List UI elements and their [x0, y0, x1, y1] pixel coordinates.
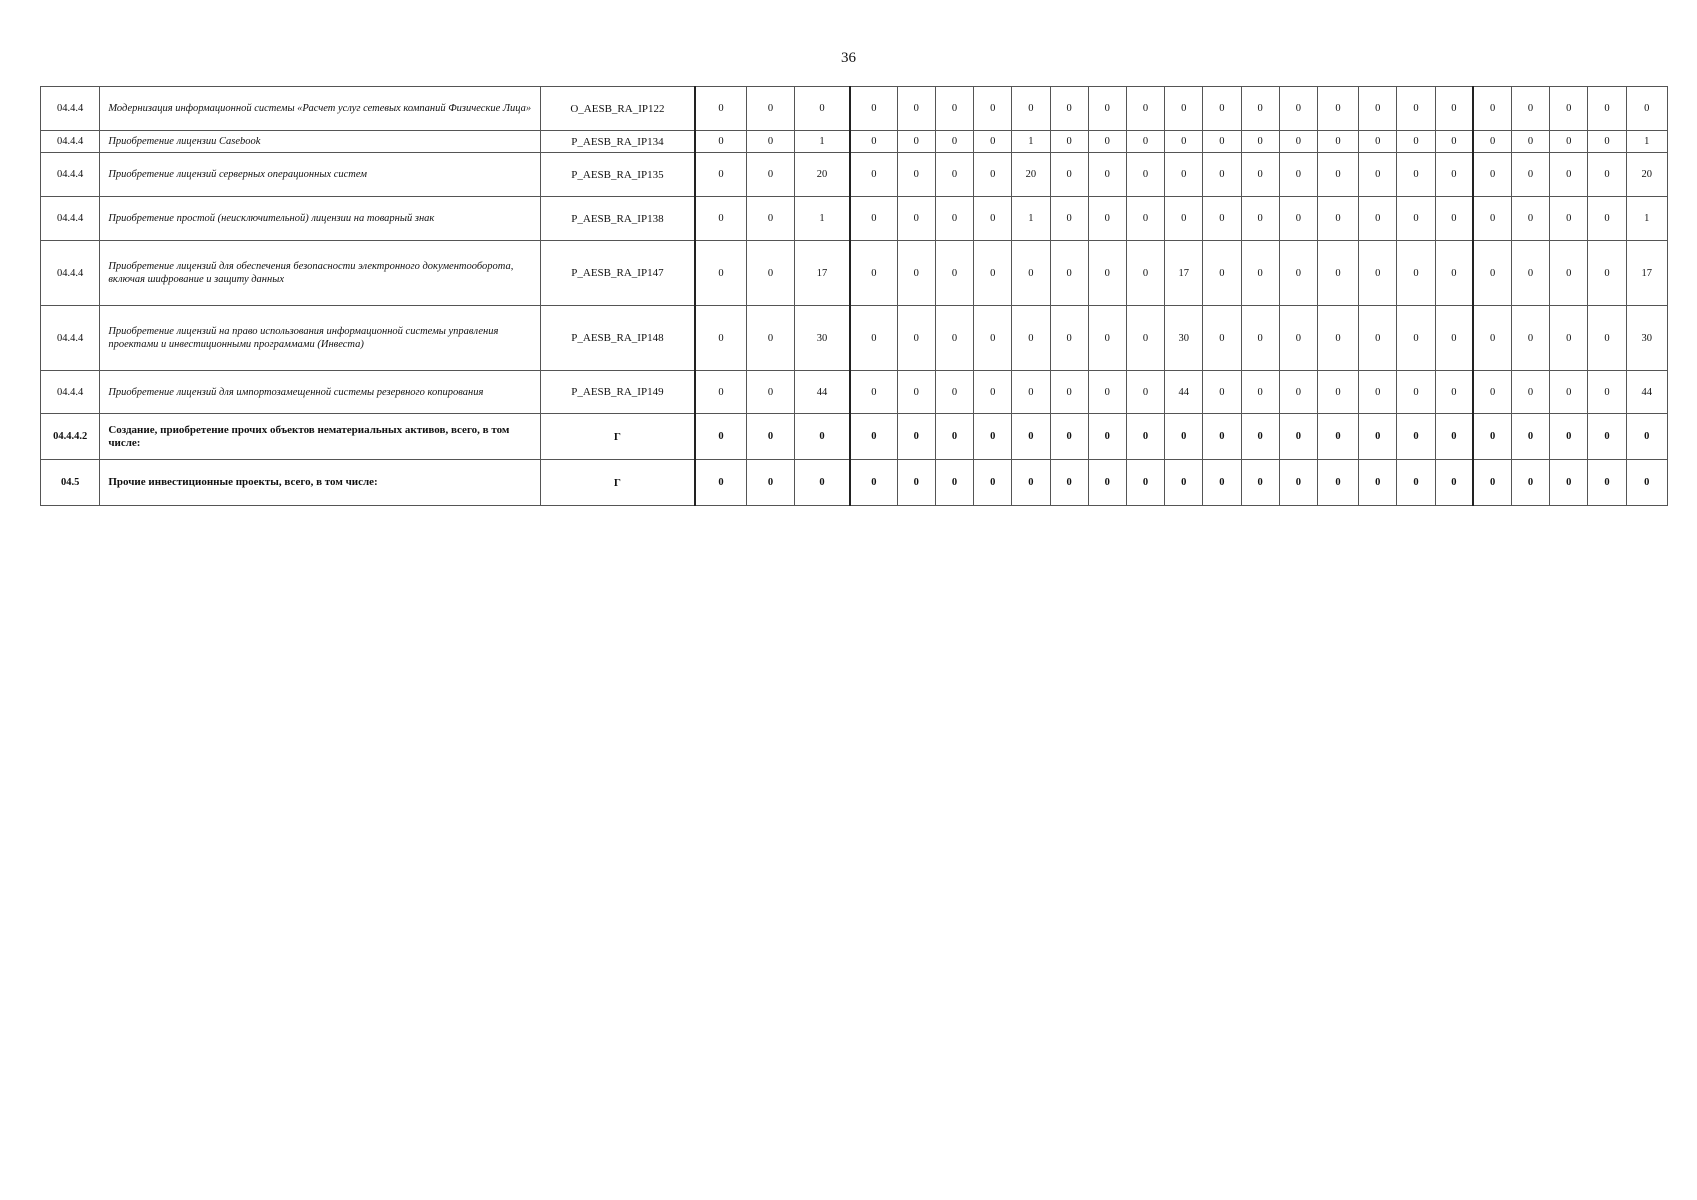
row-number: 04.5 [41, 460, 100, 506]
value-cell: 0 [1550, 87, 1588, 131]
value-cell: 0 [935, 241, 973, 306]
value-cell: 0 [1397, 371, 1435, 414]
row-number: 04.4.4 [41, 87, 100, 131]
value-cell: 0 [695, 153, 746, 197]
value-cell: 0 [897, 306, 935, 371]
value-cell: 0 [1165, 87, 1203, 131]
value-cell: 0 [695, 197, 746, 241]
value-cell: 0 [746, 87, 794, 131]
value-cell: 0 [1397, 460, 1435, 506]
value-cell: 0 [850, 414, 897, 460]
value-cell: 0 [974, 460, 1012, 506]
value-cell: 0 [974, 414, 1012, 460]
table-row [41, 414, 1668, 460]
value-cell: 0 [1359, 460, 1397, 506]
value-cell: 0 [1241, 197, 1279, 241]
value-cell: 0 [974, 241, 1012, 306]
value-cell: 0 [897, 153, 935, 197]
value-cell: 0 [935, 87, 973, 131]
value-cell: 0 [935, 371, 973, 414]
value-cell: 0 [1473, 87, 1511, 131]
value-cell: 0 [1317, 87, 1358, 131]
value-cell: 0 [1511, 241, 1549, 306]
value-cell: 0 [1626, 460, 1667, 506]
row-number: 04.4.4 [41, 241, 100, 306]
value-cell: 0 [1088, 87, 1126, 131]
value-cell: 0 [1241, 153, 1279, 197]
value-cell: 0 [795, 87, 850, 131]
value-cell: 0 [1588, 414, 1626, 460]
value-cell: 0 [850, 87, 897, 131]
project-code: Г [540, 460, 695, 506]
value-cell: 0 [1511, 131, 1549, 153]
value-cell: 0 [1279, 153, 1317, 197]
value-cell: 0 [1050, 87, 1088, 131]
value-cell: 0 [1126, 371, 1164, 414]
page-number: 36 [841, 50, 856, 66]
value-cell: 0 [1473, 131, 1511, 153]
value-cell: 0 [1317, 371, 1358, 414]
value-cell: 0 [1511, 197, 1549, 241]
value-cell: 0 [1012, 306, 1050, 371]
value-cell: 44 [1165, 371, 1203, 414]
value-cell: 1 [795, 197, 850, 241]
value-cell: 0 [1279, 131, 1317, 153]
value-cell: 0 [1279, 460, 1317, 506]
value-cell: 0 [1088, 371, 1126, 414]
value-cell: 0 [1511, 153, 1549, 197]
value-cell: 1 [795, 131, 850, 153]
value-cell: 0 [974, 153, 1012, 197]
value-cell: 0 [1550, 414, 1588, 460]
value-cell: 0 [1165, 197, 1203, 241]
table-row [41, 153, 1668, 197]
value-cell: 0 [1050, 414, 1088, 460]
value-cell: 0 [897, 414, 935, 460]
value-cell: 0 [1435, 131, 1473, 153]
value-cell: 0 [1165, 414, 1203, 460]
value-cell: 0 [1241, 306, 1279, 371]
value-cell: 0 [1588, 371, 1626, 414]
project-code: P_AESB_RA_IP147 [540, 241, 695, 306]
value-cell: 0 [1088, 460, 1126, 506]
value-cell: 0 [850, 131, 897, 153]
value-cell: 0 [1241, 460, 1279, 506]
value-cell: 0 [1588, 131, 1626, 153]
value-cell: 44 [795, 371, 850, 414]
value-cell: 0 [1473, 197, 1511, 241]
value-cell: 0 [897, 371, 935, 414]
value-cell: 0 [1550, 371, 1588, 414]
value-cell: 0 [1165, 153, 1203, 197]
value-cell: 0 [974, 197, 1012, 241]
value-cell: 0 [1126, 414, 1164, 460]
value-cell: 20 [1626, 153, 1667, 197]
value-cell: 0 [1050, 371, 1088, 414]
value-cell: 0 [1473, 241, 1511, 306]
value-cell: 0 [897, 460, 935, 506]
value-cell: 0 [1588, 197, 1626, 241]
value-cell: 0 [1588, 306, 1626, 371]
value-cell: 1 [1626, 131, 1667, 153]
value-cell: 0 [1435, 371, 1473, 414]
value-cell: 0 [1473, 306, 1511, 371]
value-cell: 0 [695, 131, 746, 153]
value-cell: 0 [1511, 460, 1549, 506]
value-cell: 0 [935, 306, 973, 371]
value-cell: 0 [1397, 131, 1435, 153]
value-cell: 0 [897, 131, 935, 153]
value-cell: 17 [1165, 241, 1203, 306]
value-cell: 0 [1203, 414, 1241, 460]
value-cell: 0 [1088, 153, 1126, 197]
project-description: Приобретение лицензий на право использования информационной системы управления проектами и инвестиционными программами (Инвеста) [100, 306, 540, 371]
value-cell: 0 [1203, 306, 1241, 371]
value-cell: 0 [850, 460, 897, 506]
value-cell: 0 [1588, 153, 1626, 197]
value-cell: 0 [1203, 197, 1241, 241]
row-number: 04.4.4 [41, 371, 100, 414]
value-cell: 0 [1241, 241, 1279, 306]
row-number: 04.4.4 [41, 306, 100, 371]
project-description: Приобретение лицензий для обеспечения безопасности электронного документооборота, включая шифрование и защиту данных [100, 241, 540, 306]
value-cell: 0 [1050, 306, 1088, 371]
value-cell: 0 [1050, 241, 1088, 306]
value-cell: 0 [1012, 371, 1050, 414]
table-row [41, 197, 1668, 241]
project-code: P_AESB_RA_IP135 [540, 153, 695, 197]
value-cell: 0 [1088, 131, 1126, 153]
value-cell: 0 [897, 241, 935, 306]
row-number: 04.4.4 [41, 197, 100, 241]
value-cell: 0 [1588, 241, 1626, 306]
value-cell: 0 [1279, 87, 1317, 131]
value-cell: 0 [1397, 414, 1435, 460]
value-cell: 0 [1279, 371, 1317, 414]
value-cell: 0 [1126, 131, 1164, 153]
value-cell: 0 [1359, 131, 1397, 153]
project-description: Приобретение лицензии Casebook [100, 131, 540, 153]
value-cell: 0 [1435, 153, 1473, 197]
project-code: Г [540, 414, 695, 460]
project-description: Создание, приобретение прочих объектов нематериальных активов, всего, в том числе: [100, 414, 540, 460]
value-cell: 0 [935, 197, 973, 241]
value-cell: 0 [1241, 414, 1279, 460]
value-cell: 0 [1435, 87, 1473, 131]
value-cell: 0 [1126, 87, 1164, 131]
value-cell: 0 [1435, 414, 1473, 460]
value-cell: 0 [1165, 131, 1203, 153]
value-cell: 0 [746, 241, 794, 306]
value-cell: 30 [795, 306, 850, 371]
value-cell: 0 [974, 87, 1012, 131]
value-cell: 0 [1359, 241, 1397, 306]
value-cell: 0 [746, 131, 794, 153]
value-cell: 0 [1012, 414, 1050, 460]
value-cell: 17 [1626, 241, 1667, 306]
value-cell: 17 [795, 241, 850, 306]
value-cell: 0 [695, 87, 746, 131]
value-cell: 0 [1203, 87, 1241, 131]
value-cell: 30 [1165, 306, 1203, 371]
value-cell: 1 [1012, 131, 1050, 153]
project-code: P_AESB_RA_IP134 [540, 131, 695, 153]
value-cell: 0 [897, 87, 935, 131]
project-description: Прочие инвестиционные проекты, всего, в том числе: [100, 460, 540, 506]
value-cell: 1 [1626, 197, 1667, 241]
value-cell: 0 [1126, 241, 1164, 306]
table-row [41, 131, 1668, 153]
table-row [41, 241, 1668, 306]
project-description: Приобретение простой (неисключительной) лицензии на товарный знак [100, 197, 540, 241]
value-cell: 0 [1626, 87, 1667, 131]
value-cell: 0 [1241, 371, 1279, 414]
value-cell: 0 [1317, 153, 1358, 197]
value-cell: 0 [795, 460, 850, 506]
value-cell: 0 [850, 306, 897, 371]
table-row [41, 460, 1668, 506]
value-cell: 0 [1550, 306, 1588, 371]
value-cell: 0 [1473, 153, 1511, 197]
value-cell: 0 [1435, 306, 1473, 371]
value-cell: 0 [1012, 87, 1050, 131]
project-code: P_AESB_RA_IP149 [540, 371, 695, 414]
project-code: O_AESB_RA_IP122 [540, 87, 695, 131]
value-cell: 0 [1126, 306, 1164, 371]
value-cell: 0 [1165, 460, 1203, 506]
project-description: Приобретение лицензий серверных операционных систем [100, 153, 540, 197]
value-cell: 0 [1317, 460, 1358, 506]
value-cell: 0 [1550, 153, 1588, 197]
value-cell: 0 [1435, 460, 1473, 506]
value-cell: 0 [1550, 197, 1588, 241]
value-cell: 0 [1088, 414, 1126, 460]
value-cell: 0 [1203, 131, 1241, 153]
value-cell: 0 [1126, 197, 1164, 241]
value-cell: 0 [1203, 153, 1241, 197]
value-cell: 0 [1397, 87, 1435, 131]
value-cell: 0 [1397, 197, 1435, 241]
value-cell: 0 [1359, 371, 1397, 414]
value-cell: 0 [1279, 241, 1317, 306]
value-cell: 0 [1241, 131, 1279, 153]
value-cell: 20 [1012, 153, 1050, 197]
value-cell: 0 [1050, 153, 1088, 197]
value-cell: 0 [1359, 414, 1397, 460]
value-cell: 0 [1279, 414, 1317, 460]
value-cell: 0 [1088, 241, 1126, 306]
table-row [41, 87, 1668, 131]
value-cell: 0 [1317, 197, 1358, 241]
value-cell: 0 [695, 460, 746, 506]
table-row [41, 371, 1668, 414]
value-cell: 0 [1511, 87, 1549, 131]
value-cell: 0 [1359, 153, 1397, 197]
value-cell: 0 [1203, 371, 1241, 414]
value-cell: 0 [974, 306, 1012, 371]
value-cell: 0 [1550, 460, 1588, 506]
value-cell: 0 [850, 153, 897, 197]
value-cell: 0 [1126, 460, 1164, 506]
value-cell: 0 [1279, 306, 1317, 371]
value-cell: 0 [850, 371, 897, 414]
value-cell: 0 [1473, 460, 1511, 506]
value-cell: 0 [1588, 87, 1626, 131]
value-cell: 0 [795, 414, 850, 460]
project-description: Приобретение лицензий для импортозамещенной системы резервного копирования [100, 371, 540, 414]
value-cell: 0 [935, 131, 973, 153]
value-cell: 0 [746, 414, 794, 460]
value-cell: 44 [1626, 371, 1667, 414]
value-cell: 0 [1203, 460, 1241, 506]
value-cell: 0 [1511, 306, 1549, 371]
value-cell: 20 [795, 153, 850, 197]
value-cell: 0 [974, 131, 1012, 153]
value-cell: 0 [746, 197, 794, 241]
value-cell: 0 [850, 241, 897, 306]
value-cell: 0 [1397, 153, 1435, 197]
value-cell: 0 [1359, 197, 1397, 241]
value-cell: 0 [1050, 131, 1088, 153]
value-cell: 0 [1397, 241, 1435, 306]
value-cell: 0 [1088, 197, 1126, 241]
value-cell: 0 [1203, 241, 1241, 306]
value-cell: 0 [1088, 306, 1126, 371]
value-cell: 0 [1359, 306, 1397, 371]
value-cell: 0 [1359, 87, 1397, 131]
value-cell: 1 [1012, 197, 1050, 241]
value-cell: 0 [1588, 460, 1626, 506]
value-cell: 0 [746, 460, 794, 506]
row-number: 04.4.4 [41, 153, 100, 197]
value-cell: 0 [1317, 241, 1358, 306]
value-cell: 0 [1550, 131, 1588, 153]
investment-table [40, 86, 1668, 506]
value-cell: 0 [746, 371, 794, 414]
value-cell: 0 [1050, 460, 1088, 506]
project-code: P_AESB_RA_IP138 [540, 197, 695, 241]
value-cell: 0 [1473, 371, 1511, 414]
value-cell: 0 [695, 306, 746, 371]
project-code: P_AESB_RA_IP148 [540, 306, 695, 371]
value-cell: 0 [1511, 371, 1549, 414]
value-cell: 0 [695, 241, 746, 306]
value-cell: 0 [1279, 197, 1317, 241]
value-cell: 0 [850, 197, 897, 241]
value-cell: 0 [974, 371, 1012, 414]
value-cell: 0 [1317, 131, 1358, 153]
value-cell: 0 [1626, 414, 1667, 460]
value-cell: 0 [935, 460, 973, 506]
value-cell: 0 [935, 153, 973, 197]
row-number: 04.4.4.2 [41, 414, 100, 460]
value-cell: 0 [1435, 197, 1473, 241]
value-cell: 0 [695, 371, 746, 414]
value-cell: 0 [1317, 414, 1358, 460]
value-cell: 0 [746, 153, 794, 197]
value-cell: 0 [695, 414, 746, 460]
table-row [41, 306, 1668, 371]
value-cell: 30 [1626, 306, 1667, 371]
value-cell: 0 [1435, 241, 1473, 306]
value-cell: 0 [1397, 306, 1435, 371]
value-cell: 0 [1126, 153, 1164, 197]
value-cell: 0 [935, 414, 973, 460]
value-cell: 0 [746, 306, 794, 371]
value-cell: 0 [1317, 306, 1358, 371]
value-cell: 0 [897, 197, 935, 241]
value-cell: 0 [1012, 460, 1050, 506]
value-cell: 0 [1241, 87, 1279, 131]
project-description: Модернизация информационной системы «Расчет услуг сетевых компаний Физические Лица» [100, 87, 540, 131]
value-cell: 0 [1012, 241, 1050, 306]
value-cell: 0 [1550, 241, 1588, 306]
row-number: 04.4.4 [41, 131, 100, 153]
value-cell: 0 [1511, 414, 1549, 460]
value-cell: 0 [1050, 197, 1088, 241]
value-cell: 0 [1473, 414, 1511, 460]
